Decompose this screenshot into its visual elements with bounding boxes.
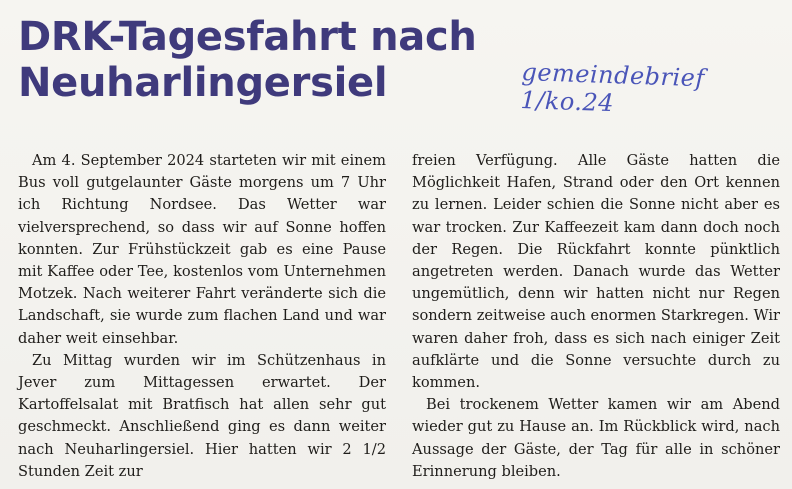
article-title-line-2: Neuharlingersiel bbox=[18, 60, 388, 106]
article-title bbox=[18, 14, 477, 106]
article-title-line-1: DRK-Tagesfahrt nach bbox=[18, 14, 477, 60]
handwritten-note: gemeindebrief 1/ko.24 bbox=[520, 58, 706, 118]
text-column-right bbox=[412, 150, 780, 483]
paragraph-right-2: Bei trockenem Wetter kamen wir am Abend wieder gut zu Hause an. Im Rückblick wird, nach Aussage der Gäste, der Tag für alle in schöner Erinnerung bleiben. bbox=[412, 396, 780, 480]
text-column-left bbox=[18, 150, 386, 483]
paragraph-left-1: Am 4. September 2024 starteten wir mit einem Bus voll gutgelaunter Gäste morgens um 7 Uhr ich Richtung Nordsee. Das Wetter war vielversprechend, so dass wir auf Sonne hoffen konnten. Zur Frühstückzeit gab es eine Pause mit Kaffee oder Tee, kostenlos vom Unternehmen Motzek. Nach weiterer Fahrt veränderte sich die Landschaft, sie wurde zum flachen Land und war daher weit einsehbar. bbox=[18, 152, 386, 347]
paragraph-right-1: freien Verfügung. Alle Gäste hatten die Möglichkeit Hafen, Strand oder den Ort kennen zu lernen. Leider schien die Sonne nicht aber es war trocken. Zur Kaffeezeit kam dann doch noch der Regen. Die Rückfahrt konnte pünktlich angetreten werden. Danach wurde das Wetter ungemütlich, denn wir hatten nicht nur Regen sondern zeitweise auch enormen Starkregen. Wir waren daher froh, dass es sich nach einiger Zeit aufklärte und die Sonne versuchte durch zu kommen. bbox=[412, 152, 780, 392]
paragraph-left-2: Zu Mittag wurden wir im Schützenhaus in Jever zum Mittagessen erwartet. Der Kartoffelsalat mit Bratfisch hat allen sehr gut geschmeckt. Anschließend ging es dann weiter nach Neuharlingersiel. Hier hatten wir 2 1/2 Stunden Zeit zur bbox=[18, 351, 386, 480]
